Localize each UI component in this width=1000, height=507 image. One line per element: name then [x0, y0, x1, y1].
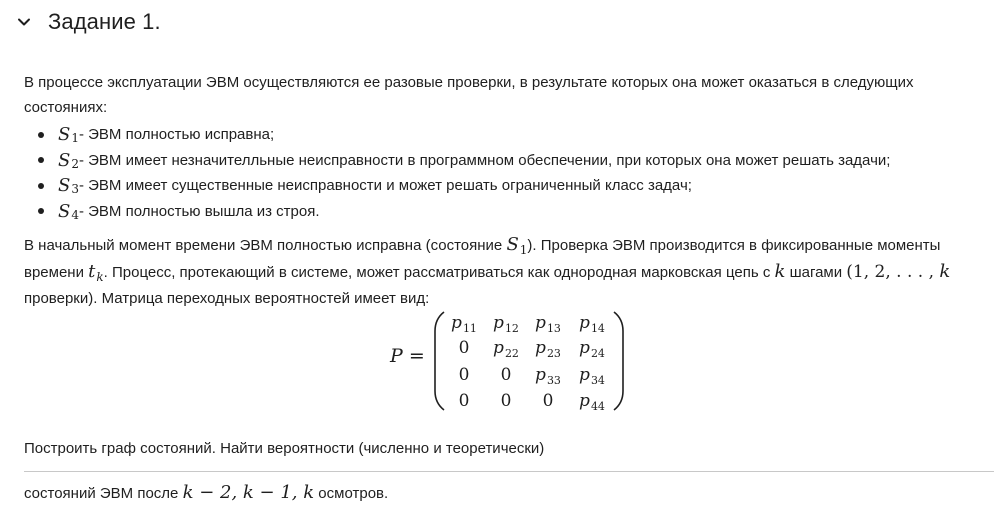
steps-math: (1, 2, . . . ,: [846, 262, 940, 282]
matrix-label: P =: [390, 345, 425, 367]
bullet-icon: [38, 157, 44, 163]
last-line-math: k − 2, k − 1, k: [182, 482, 315, 503]
bullet-icon: [38, 183, 44, 189]
list-item: [38, 122, 984, 148]
task-text: Построить граф состояний. Найти вероятности (численно и теоретически): [24, 440, 545, 457]
state-index: 3: [71, 182, 79, 196]
state-index: 1: [71, 131, 79, 145]
chevron-down-icon[interactable]: [14, 12, 34, 32]
section-title: Задание 1.: [48, 9, 161, 34]
last-line-text: состояний ЭВМ после: [24, 485, 183, 502]
time-index: k: [96, 270, 104, 284]
matrix-cell: 0: [458, 391, 470, 411]
steps-k-symbol: k: [939, 261, 951, 282]
section-header[interactable]: [14, 4, 161, 40]
paragraph-text: ). Проверка ЭВМ производится в фиксированные моменты времени: [24, 237, 941, 281]
state-index: 1: [519, 243, 528, 257]
matrix-cell: $p_{24}$: [579, 338, 605, 360]
last-line-text: осмотров.: [314, 485, 389, 502]
bullet-icon: [38, 132, 44, 138]
state-symbol: S: [58, 149, 71, 171]
matrix-cell: $p_{22}$: [493, 338, 519, 360]
paragraph-text: . Процесс, протекающий в системе, может рассматриваться как однородная марковская цепь с: [103, 264, 775, 281]
matrix-cell: 0: [542, 391, 554, 411]
bullet-icon: [38, 208, 44, 214]
intro-paragraph: В процессе эксплуатации ЭВМ осуществляются ее разовые проверки, в результате которых она может оказаться в следующих состояниях:: [24, 74, 914, 116]
state-symbol: S: [58, 124, 71, 145]
paragraph-text: проверки). Матрица переходных вероятностей имеет вид:: [24, 290, 430, 307]
state-index: 2: [71, 156, 79, 171]
matrix-cell: $p_{13}$: [535, 313, 561, 335]
state-index: 4: [71, 207, 79, 222]
paragraph-text: В начальный момент времени ЭВМ полностью исправна (состояние: [24, 237, 507, 254]
state-symbol: S: [58, 175, 71, 196]
transition-matrix: [390, 311, 630, 411]
matrix-cell: $p_{11}$: [451, 313, 477, 335]
states-list: [24, 122, 984, 224]
matrix-cell: 0: [458, 338, 470, 358]
time-symbol: t: [88, 261, 96, 282]
divider: [24, 471, 994, 472]
matrix-cell: 0: [500, 391, 512, 411]
state-symbol: S: [506, 234, 519, 255]
state-symbol: S: [58, 200, 71, 222]
last-line: [24, 482, 388, 503]
task-content: [24, 70, 984, 311]
matrix-cell: $p_{44}$: [579, 391, 605, 413]
matrix-cell: 0: [458, 365, 470, 385]
matrix-cell: $p_{34}$: [579, 365, 605, 387]
matrix-cell: $p_{14}$: [579, 313, 605, 335]
matrix-cell: $p_{33}$: [535, 365, 561, 387]
k-symbol: k: [774, 261, 786, 282]
matrix-cell: $p_{23}$: [535, 338, 561, 360]
description-paragraph: [24, 232, 984, 311]
right-paren-icon: [612, 311, 626, 411]
state-description: - ЭВМ полностью вышла из строя.: [78, 202, 320, 220]
list-item: [38, 199, 984, 225]
state-description: - ЭВМ имеет незначителльные неисправности в программном обеспечении, при которых она может решать задачи;: [78, 151, 891, 169]
paragraph-text: шагами: [785, 264, 847, 281]
state-description: - ЭВМ полностью исправна;: [78, 126, 275, 143]
matrix-cell: $p_{12}$: [493, 313, 519, 335]
state-description: - ЭВМ имеет существенные неисправности и может решать ограниченный класс задач;: [78, 177, 692, 194]
list-item: [38, 173, 984, 199]
list-item: [38, 148, 984, 174]
matrix-cell: 0: [500, 365, 512, 385]
